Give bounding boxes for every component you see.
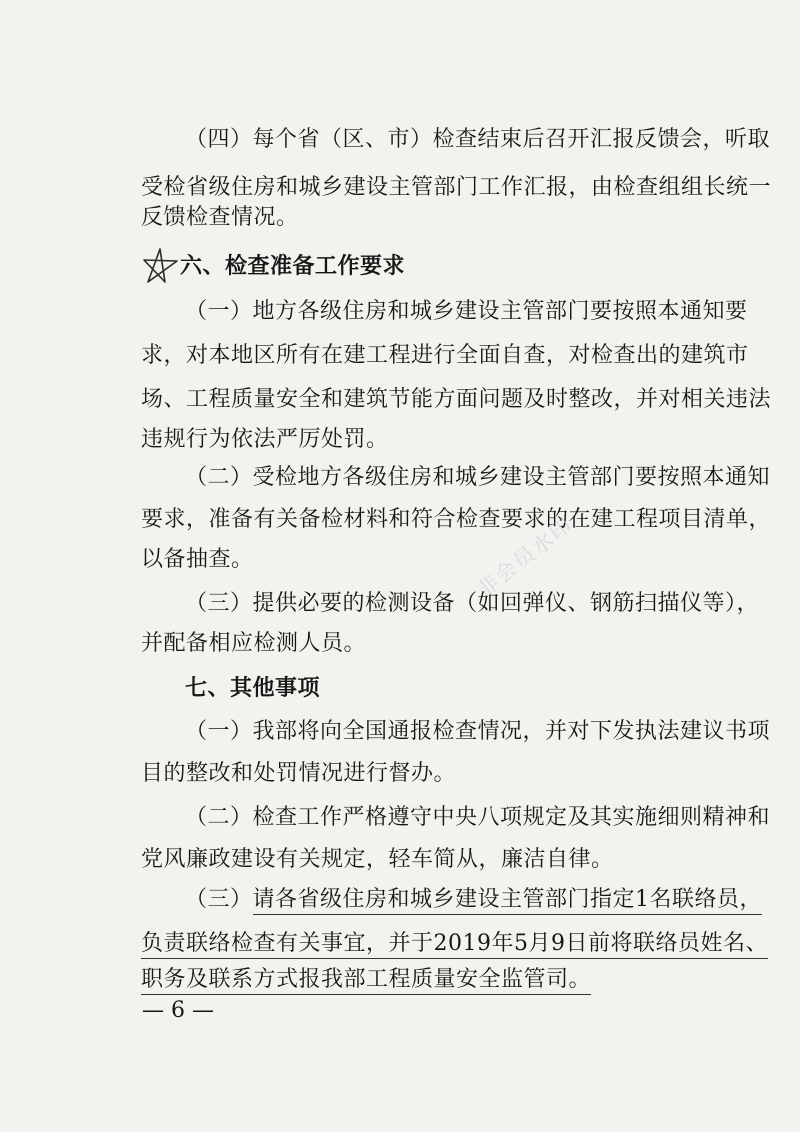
watermark: 非会员水印 (472, 512, 578, 603)
underlined-text: 请各省级住房和城乡建设主管部门指定1名联络员， (253, 887, 763, 915)
paragraph-line-underlined (141, 929, 768, 959)
paragraph-line: 党风廉政建设有关规定，轻车简从，廉洁自律。 (141, 847, 614, 872)
item-number: （三） (185, 887, 253, 912)
underlined-text: 负责联络检查有关事宜，并于2019年5月9日前将联络员姓名、 (141, 931, 768, 959)
page-number: — 6 — (142, 998, 214, 1023)
paragraph-line: （一）地方各级住房和城乡建设主管部门要按照本通知要 (185, 299, 748, 324)
paragraph-line: 求，对本地区所有在建工程进行全面自查，对检查出的建筑市 (141, 343, 749, 368)
paragraph-line: 目的整改和处罚情况进行督办。 (141, 761, 457, 786)
paragraph-line: （三）提供必要的检测设备（如回弹仪、钢筋扫描仪等）， (185, 591, 760, 616)
underlined-text: 职务及联系方式报我部工程质量安全监管司。 (141, 967, 591, 995)
section-heading: 七、其他事项 (185, 675, 321, 701)
paragraph-line-underlined (185, 885, 762, 915)
section-heading: 六、检查准备工作要求 (180, 253, 406, 279)
paragraph-line: （二）受检地方各级住房和城乡建设主管部门要按照本通知 (185, 465, 771, 490)
paragraph-line: 违规行为依法严厉处罚。 (141, 427, 389, 452)
paragraph-line: 受检省级住房和城乡建设主管部门工作汇报，由检查组组长统一 (141, 175, 772, 200)
paragraph-line: 以备抽查。 (141, 547, 254, 572)
hand-drawn-star-icon (140, 246, 180, 286)
paragraph-line: （四）每个省（区、市）检查结束后召开汇报反馈会，听取 (185, 127, 771, 152)
paragraph-line: 反馈检查情况。 (141, 205, 299, 230)
paragraph-line: 并配备相应检测人员。 (141, 631, 367, 656)
paragraph-line: （一）我部将向全国通报检查情况，并对下发执法建议书项 (185, 719, 771, 744)
paragraph-line: 要求，准备有关备检材料和符合检查要求的在建工程项目清单， (141, 507, 772, 532)
paragraph-line-underlined (141, 965, 591, 995)
paragraph-line: （二）检查工作严格遵守中央八项规定及其实施细则精神和 (185, 805, 771, 830)
paragraph-line: 场、工程质量安全和建筑节能方面问题及时整改，并对相关违法 (141, 387, 772, 412)
